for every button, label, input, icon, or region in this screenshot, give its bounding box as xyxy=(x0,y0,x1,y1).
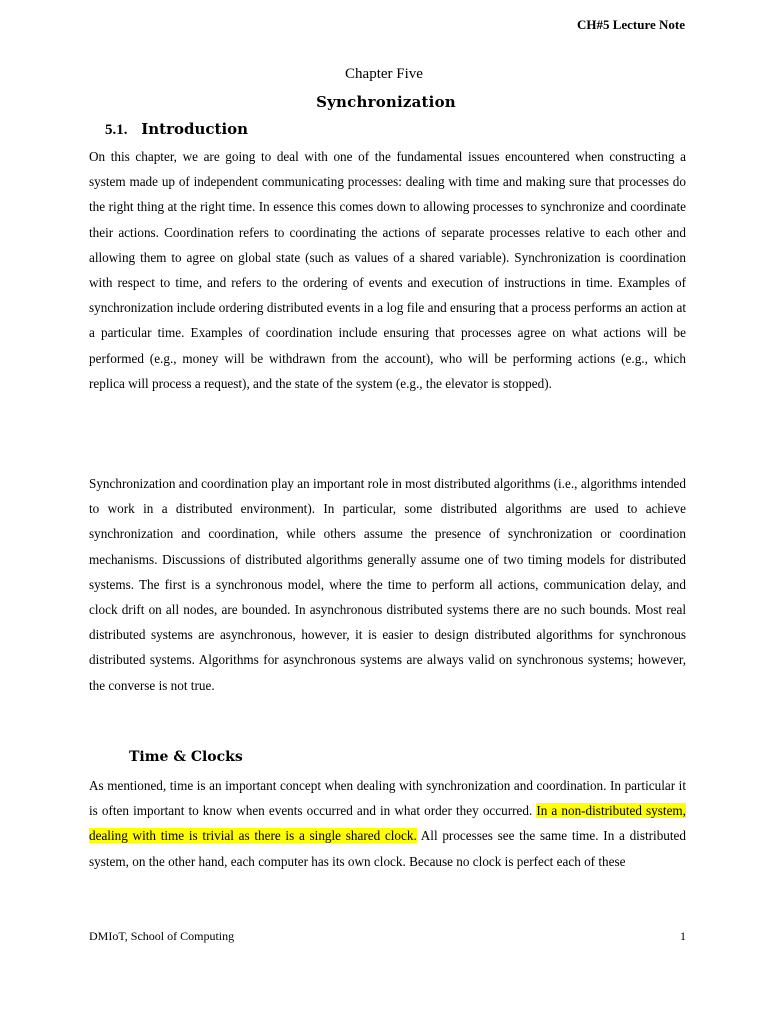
paragraph-text-start: As mentioned, time is an important concept when dealing with synchronization and coordination. In particular it is often important to know when events occurred and in what order they occurred. xyxy=(89,778,686,819)
subheading-time-clocks: Time & Clocks xyxy=(129,749,243,765)
page-footer: DMIoT, School of Computing xyxy=(89,929,235,943)
chapter-title: Chapter Five xyxy=(345,66,423,82)
page-number: 1 xyxy=(680,929,686,943)
intro-paragraph-1: On this chapter, we are going to deal with one of the fundamental issues encountered when constructing a system made up of independent communicating processes: dealing with time and making sure that processes do the right thing at the right time. In essence this comes down to allowing processes to synchronize and coordinate their actions. Coordination refers to coordinating the actions of separate processes relative to each other and allowing them to agree on global state (such as values of a shared variable). Synchronization is coordination with respect to time, and refers to the ordering of events and execution of instructions in time. Examples of synchronization include ordering distributed events in a log file and ensuring that a process performs an action at a particular time. Examples of coordination include ensuring that processes agree on what actions will be performed (e.g., money will be withdrawn from the account), who will be performing actions (e.g., which replica will process a request), and the state of the system (e.g., the elevator is stopped). xyxy=(89,149,686,391)
section-number: 5.1. xyxy=(105,122,128,138)
topic-title: Synchronization xyxy=(316,93,456,111)
highlighted-text: In a non-distributed system, dealing with time is trivial as there is a single shared clock. xyxy=(89,803,686,844)
section-heading-text: Introduction xyxy=(141,120,249,138)
section-heading xyxy=(105,120,248,139)
intro-paragraph-2: Synchronization and coordination play an important role in most distributed algorithms (i.e., algorithms intended to work in a distributed environment). In particular, some distributed algorithms are used to achieve synchronization and coordination, while others assume the presence of synchronization or coordination mechanisms. Discussions of distributed algorithms generally assume one of two timing models for distributed systems. The first is a synchronous model, where the time to perform all actions, communication delay, and clock drift on all nodes, are bounded. In asynchronous distributed systems there are no such bounds. Most real distributed systems are asynchronous, however, it is easier to design distributed algorithms for synchronous distributed systems. Algorithms for asynchronous systems are always valid on synchronous systems; however, the converse is not true. xyxy=(89,476,686,693)
paragraph-text-end: All processes see the same time. In a distributed system, on the other hand, each computer has its own clock. Because no clock is perfect each of these xyxy=(89,828,686,869)
time-clocks-paragraph xyxy=(89,773,686,874)
page-header: CH#5 Lecture Note xyxy=(576,17,685,32)
